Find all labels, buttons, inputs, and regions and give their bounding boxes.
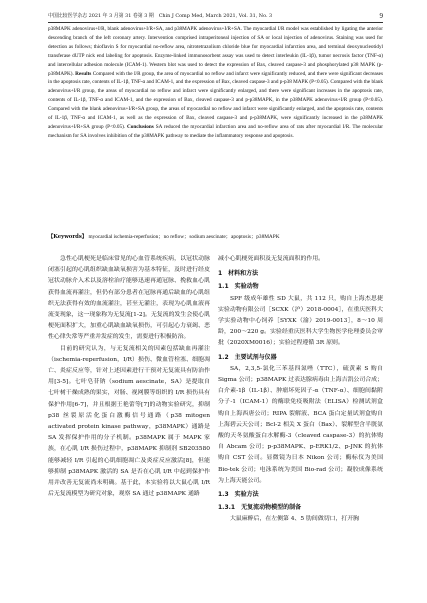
- section-heading-materials-methods: 1 材料和方法: [218, 270, 259, 278]
- subsection-heading-animals: 1.1 实验动物: [218, 283, 259, 291]
- journal-citation: 中国比较医学杂志 2021 年 3 月第 31 卷第 3 期 Chin J Comp Med, March 2021, Vol. 31, No. 3: [48, 13, 273, 19]
- reagents-paragraph: SA，2,3,5-氯化三苯基四氮唑（TTC），硫黄素 S 购自 Sigma 公司；p38MAPK 过表达腺病毒由上海吉凯公司合成；白介素-1β（IL-1β）、肿瘤坏死因子-α（TNF-α）、细胞间黏附分子-1（ICAM-1）的酶联免疫吸附法（ELISA）检测试剂盒购自上海西唐公司；RIPA 裂解液、BCA 蛋白定量试剂盒购自上海碧云天公司；Bcl-2 相关 X 蛋白（Bax）、裂解型含半胱氨酸的天冬氨酸蛋白水解酶-3（cleaved caspase-3）的抗体购自 Abcam 公司；p-p38MAPK、p-ERK1/2、p-JNK 的抗体购自 CST 公司。显微镜为日本 Nikon 公司；酶标仪为美国 Bio-tek 公司；电泳系统为美国 Bio-rad 公司；凝胶成像系统为上海天能公司。: [218, 365, 383, 484]
- intro-paragraph-2: 目前的研究认为，与无复流相关的因素包括缺血再灌注（ischemia-reperfusion，I/R）损伤、微血管栓塞、细胞凋亡、炎症反应等，针对上述因素进行干预对无复流具有防治作用[3-5]。七叶皂苷钠（sodium aescinate，SA）是提取自七叶树干燥成熟的果实，对肠、视网膜等组织的 I/R 损伤具有保护作用[6-7]，并且根据王艳蕾等[7]的动物实验研究，抑制 p38 丝裂原活化蛋白激酶信号通路（p38 mitogen activated protein kinase pathway，p38MAPK）通路是 SA 发挥保护作用的分子机制。p38MAPK 属于 MAPK 家族，在心肌 I/R 损伤过程中，p38MAPK 抑制剂 SB203580 能够减轻 I/R 引起的心肌细胞凋亡及炎症反应激活[8]，但能够抑制 p38MAPK 激活的 SA 是否在心肌 I/R 中起到保护作用并改善无复流尚未明确。基于此，本实验将以大鼠心肌 I/R 后无复流模型为研究对象，观察 SA 通过 p38MAPK 通路: [48, 345, 210, 498]
- results-label: Results: [75, 70, 92, 77]
- intro-continuation: 减小心肌梗死面积及无复流面积的作用。: [218, 256, 325, 262]
- left-column: [48, 254, 210, 500]
- abstract-conclusions-text: SA reduced the myocardial infarction area and no-reflow area of rats after myocardial I/R. The molecular mechanism for SA involves inhibition of the p38MAPK pathway to mediate the inflammatory response and apoptosis.: [48, 123, 384, 139]
- keywords-line: [48, 232, 383, 242]
- english-abstract: [48, 25, 383, 141]
- keywords-text: myocardial ischemia-reperfusion；no reflow；sodium aescinate；apoptosis；p38MAPK: [88, 234, 280, 240]
- abstract-results-text: Compared with the I/R group, the area of myocardial no reflow and infarct were significantly reduced, and there were significant decreases in the apoptosis rate, contents of IL-1β, TNF-α and ICAM-1, and the expression of Bax, cleaved caspase-3 and p-p38 MAPK (P<0.05). Compared with the blank adenovirus+I/R group, the areas of myocardial no reflow and infarct were significantly enlarged, and there were significant increases in the apoptosis rate, contents of IL-1β, TNF-α and ICAM-1, and the expression of Bax, cleaved caspase-3 and p-p38MAPK, in the p38MAPK adenovirus+I/R group (P<0.05). Compared with the blank adenovirus+I/R+SA group, the areas of myocardial no reflow and infarct were significantly enlarged, and the apoptosis rate, contents of IL-1β, TNF-α and ICAM-1, as well as the expression of Bax, cleaved caspase-3 and p-p38MAPK, were significantly increased in the p38MAPK adenovirus+I/R+SA group (P<0.05).: [48, 70, 384, 130]
- conclusions-label: Conclusions: [126, 123, 154, 130]
- model-paragraph: 大鼠麻醉后，在左侧第 4、5 肋间做切口，打开胸: [230, 516, 360, 523]
- running-header: [48, 10, 383, 23]
- subsection-heading-methods: 1.3 实验方法: [218, 491, 259, 499]
- keywords-label: 【Keywords】: [48, 234, 88, 240]
- subsection-heading-model: 1.3.1 无复流动物模型的制备: [218, 504, 302, 512]
- page-number: 9: [379, 12, 383, 20]
- subsection-heading-reagents: 1.2 主要试剂与仪器: [218, 353, 277, 361]
- right-column: [218, 254, 383, 526]
- abstract-methods-text: p38MAPK adenovirus+I/R, blank adenovirus+I/R+SA, and p38MAPK adenovirus+I/R+SA. The myocardial I/R model was established by ligating the anterior descending branch of the left coronary artery. Intervention comprised intraperitoneal injection of SA or local injection of adenovirus. Staining was used for detection as follows; thioflavin S for myocardial no-reflow area, nitrotetrazolium chloride blue for myocardial infarction area, and terminal deoxynucleotidyl transferase dUTP nick end labeling for apoptosis. Enzyme-linked immunosorbent assay was used to detect interleukin (IL-1β), tumor necrosis factor (TNF-α) and intercellular adhesion molecule (ICAM-1). Western blot was used to detect the expression of Bax, cleaved caspase-3 and phosphorylated p38 MAPK (p-p38MAPK).: [48, 26, 383, 77]
- animals-paragraph: SPF 级成年雄性 SD 大鼠，共 112 只，购自上海杰思捷实验动物有限公司［SCXK（沪）2018-0004］，在重庆医科大学实验动物中心饲养［SYXK（渝）2019-0013］，8～10 周龄，200～220 g。实验经重庆医科大学生物医学伦理委员会审批（2020XM0016）；实验过程遵循 3R 原则。: [218, 295, 383, 347]
- intro-paragraph-1: 急性心肌梗死是临床常见的心血管系统疾病，以冠状动脉闭塞引起的心肌组织缺血缺氧损害为基本特征，及时进行经皮冠状动脉介入术以及溶栓治疗能够迅速再通冠脉、挽救血心肌获得血流再灌注，但仍有部分患者在冠脉再通后缺血的心肌组织无法获得有效的血流灌注，甚至无灌注，表现为心肌血液再流变现象，这一现象称为无复流[1-2]。无复流的发生会使心肌梗死面积扩大，加重心肌缺血缺氧损伤，可引起心力衰竭、恶性心律失常等严重并发症的发生，需要进行积极防治。: [48, 256, 210, 341]
